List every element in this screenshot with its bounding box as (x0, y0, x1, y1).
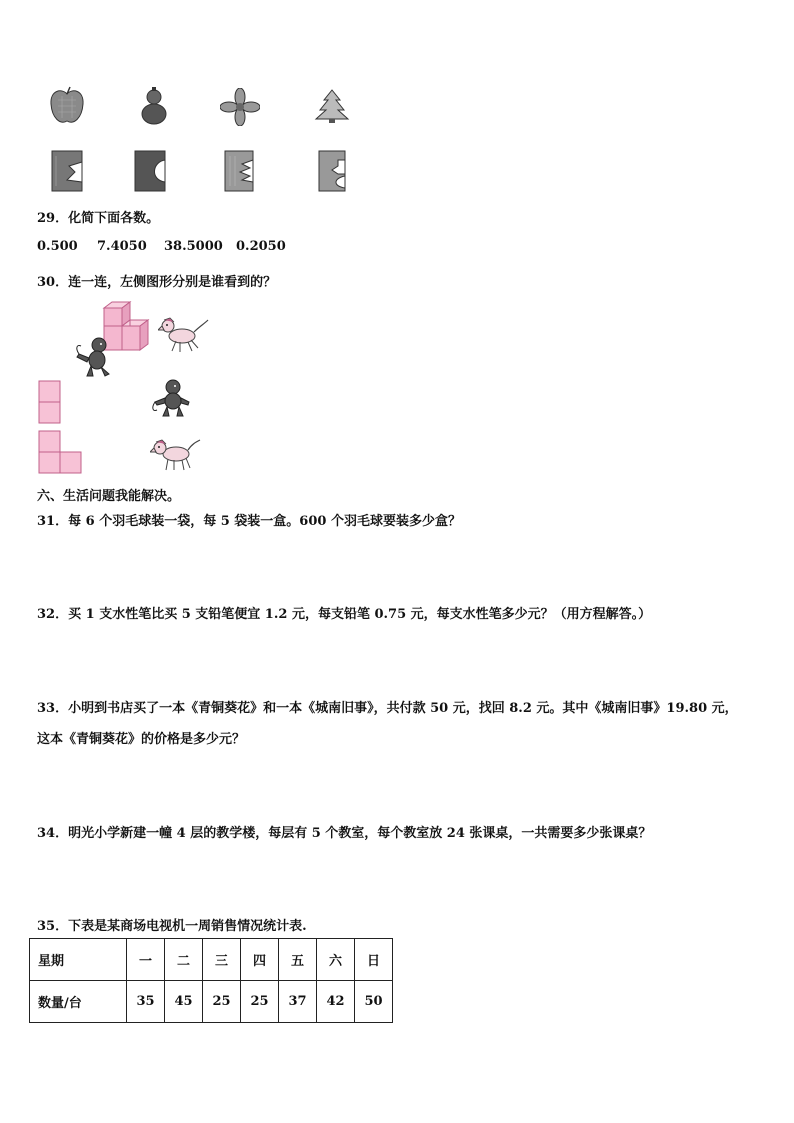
question-32: 32．买 1 支水性笔比买 5 支铅笔便宜 1.2 元，每支铅笔 0.75 元，每支水性笔多少元？（用方程解答。） (37, 607, 652, 622)
sales-table (29, 938, 393, 1023)
monkey-icon (151, 378, 193, 418)
table-cell: 25 (241, 981, 279, 1023)
question-35-title: 35．下表是某商场电视机一周销售情况统计表. (37, 919, 307, 934)
table-row (30, 939, 393, 981)
gourd-icon (138, 86, 170, 126)
table-header-cell: 星期 (30, 939, 127, 981)
table-cell: 50 (355, 981, 393, 1023)
table-cell: 三 (203, 939, 241, 981)
question-33-line-2: 这本《青铜葵花》的价格是多少元？ (37, 732, 246, 747)
number-item: 7.4050 (97, 239, 147, 254)
table-cell: 四 (241, 939, 279, 981)
question-29-numbers (37, 239, 437, 257)
table-cell: 45 (165, 981, 203, 1023)
question-29-title: 29．化简下面各数。 (37, 211, 160, 226)
table-row (30, 981, 393, 1023)
tree-icon (314, 88, 350, 124)
table-cell: 42 (317, 981, 355, 1023)
table-cell: 25 (203, 981, 241, 1023)
table-cell: 37 (279, 981, 317, 1023)
question-34: 34．明光小学新建一幢 4 层的教学楼，每层有 5 个教室，每个教室放 24 张课桌，一共需要多少张课桌？ (37, 826, 652, 841)
view-grid-l-shape-icon (38, 430, 82, 474)
number-item: 0.2050 (236, 239, 286, 254)
cut-paper-2-icon (134, 150, 166, 192)
question-31: 31．每 6 个羽毛球装一袋，每 5 袋装一盒。600 个羽毛球要装多少盒？ (37, 514, 461, 529)
section-6-heading: 六、生活问题我能解决。 (37, 489, 181, 504)
number-item: 0.500 (37, 239, 78, 254)
number-item: 38.5000 (164, 239, 223, 254)
question-30-title: 30．连一连，左侧图形分别是谁看到的？ (37, 275, 277, 290)
table-cell: 日 (355, 939, 393, 981)
table-cell: 二 (165, 939, 203, 981)
table-cell: 六 (317, 939, 355, 981)
flower-icon (220, 88, 260, 126)
dog-icon (158, 314, 210, 354)
cut-paper-4-icon (318, 150, 346, 192)
table-cell: 35 (127, 981, 165, 1023)
table-cell: 五 (279, 939, 317, 981)
cut-paper-3-icon (224, 150, 254, 192)
view-grid-vertical-icon (38, 380, 62, 424)
cut-paper-1-icon (51, 150, 83, 192)
question-33-line-1: 33．小明到书店买了一本《青铜葵花》和一本《城南旧事》，共付款 50 元，找回 8.2 元。其中《城南旧事》19.80 元， (37, 701, 738, 716)
dog-icon (150, 434, 202, 474)
monkey-icon (75, 336, 117, 378)
apple-icon (48, 86, 86, 126)
table-header-cell: 数量/台 (30, 981, 127, 1023)
table-cell: 一 (127, 939, 165, 981)
